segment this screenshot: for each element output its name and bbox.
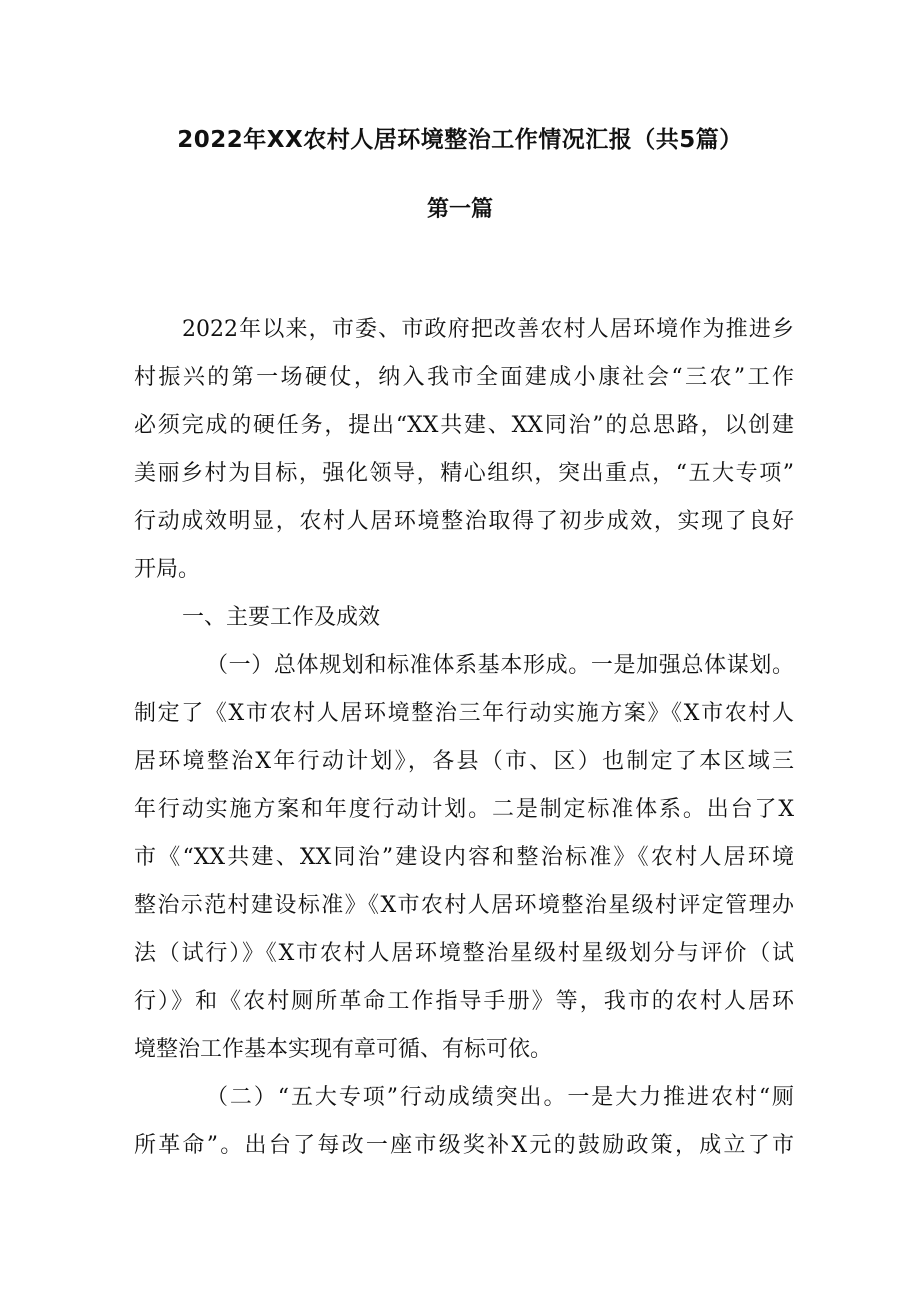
part-heading: 第一篇 (426, 197, 493, 222)
body-line: 整治示范村建设标准》《X市农村人居环境整治星级村评定管理办 (134, 893, 794, 918)
body-line: 开局。 (134, 557, 201, 582)
body-line: 市《“XX共建、XX同治”建设内容和整治标准》《农村人居环境 (134, 845, 794, 870)
body-line: 居环境整治X年行动计划》，各县（市、区）也制定了本区域三 (134, 749, 794, 774)
body-line: 行动成效明显，农村人居环境整治取得了初步成效，实现了良好 (134, 509, 794, 534)
body-line: 法（试行）》《X市农村人居环境整治星级村星级划分与评价（试 (134, 941, 794, 966)
body-line: 制定了《X市农村人居环境整治三年行动实施方案》《X市农村人 (134, 701, 794, 726)
body-line: 所革命”。出台了每改一座市级奖补X元的鼓励政策，成立了市 (134, 1133, 794, 1158)
body-line: 2022年以来，市委、市政府把改善农村人居环境作为推进乡 (182, 317, 794, 342)
body-line: （一）总体规划和标准体系基本形成。一是加强总体谋划。 (206, 653, 794, 678)
section-heading: 一、主要工作及成效 (182, 605, 381, 630)
body-line: 行）》和《农村厕所革命工作指导手册》等，我市的农村人居环 (134, 989, 794, 1014)
document-title: 2022年XX农村人居环境整治工作情况汇报（共5篇） (177, 127, 743, 153)
body-line: 必须完成的硬任务，提出“XX共建、XX同治”的总思路，以创建 (134, 413, 794, 438)
body-line: 年行动实施方案和年度行动计划。二是制定标准体系。出台了X (134, 797, 794, 822)
body-line: 村振兴的第一场硬仗，纳入我市全面建成小康社会“三农”工作 (134, 365, 794, 390)
body-line: 境整治工作基本实现有章可循、有标可依。 (134, 1037, 553, 1062)
body-line: （二）“五大专项”行动成绩突出。一是大力推进农村“厕 (206, 1085, 794, 1110)
body-line: 美丽乡村为目标，强化领导，精心组织，突出重点，“五大专项” (134, 461, 794, 486)
